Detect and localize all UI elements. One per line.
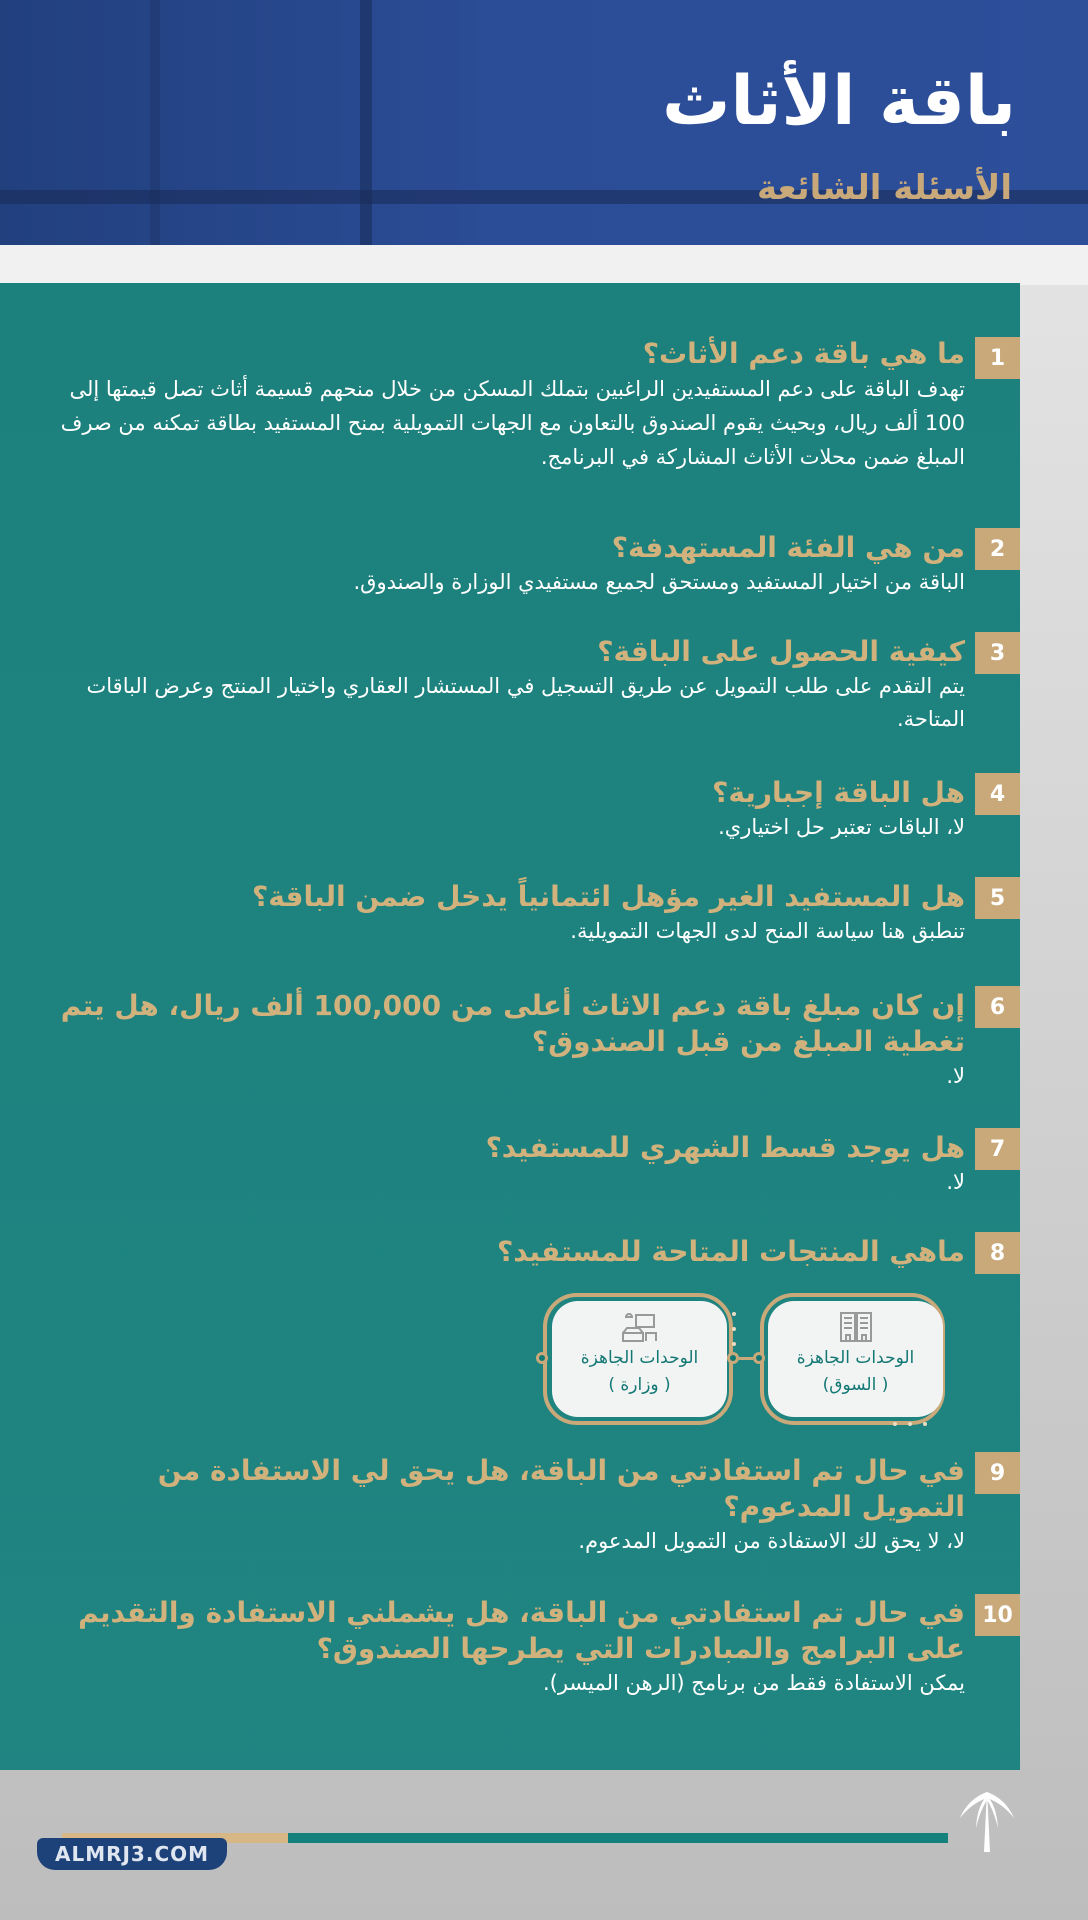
faq-item [45,988,965,1093]
product-label: الوحدات الجاهزة [796,1348,915,1368]
product-sublabel: ( السوق) [822,1375,889,1395]
faq-answer: تهدف الباقة على دعم المستفيدين الراغبين بتملك المسكن من خلال منحهم قسيمة أثاث تصل قيمتها إلى 100 ألف ريال، وبحيث يقوم الصندوق بالتعاون مع الجهات التمويلية بمنح المستفيد بطاقة تمكنه من صرف المبلغ ضمن محلات الأثاث المشاركة في البرنامج. [60,377,965,469]
window-frame [150,0,160,245]
faq-question: في حال تم استفادتي من الباقة، هل يحق لي الاستفادة من التمويل المدعوم؟ [157,1454,965,1523]
product-sublabel: ( وزارة ) [608,1375,671,1395]
connector-knob [536,1352,548,1364]
page-title: باقة الأثاث [662,62,1016,141]
faq-question: هل الباقة إجبارية؟ [712,776,965,809]
page-subtitle: الأسئلة الشائعة [757,168,1012,208]
faq-number: 7 [975,1128,1020,1170]
faq-item [45,336,965,474]
decor-dot [893,1422,897,1426]
faq-answer: لا، لا يحق لك الاستفادة من التمويل المدعوم. [578,1529,965,1553]
faq-item [45,1130,965,1199]
faq-question: كيفية الحصول على الباقة؟ [597,635,965,668]
faq-question: في حال تم استفادتي من الباقة، هل يشملني الاستفادة والتقديم على البرامج والمبادرات التي يطرحها الصندوق؟ [78,1596,965,1665]
faq-answer: لا. [946,1170,965,1194]
faq-answer: يمكن الاستفادة فقط من برنامج (الرهن الميسر). [542,1671,965,1695]
faq-answer: تنطبق هنا سياسة المنح لدى الجهات التمويلية. [570,919,965,943]
product-card-ministry[interactable] [552,1301,727,1417]
connector-knob [753,1352,765,1364]
faq-question: هل المستفيد الغير مؤهل ائتمانياً يدخل ضمن الباقة؟ [251,880,965,913]
faq-question: من هي الفئة المستهدفة؟ [611,531,965,564]
faq-number: 10 [975,1594,1020,1636]
faq-number: 9 [975,1452,1020,1494]
decor-dot [732,1342,736,1346]
faq-number: 6 [975,986,1020,1028]
faq-item [45,879,965,948]
faq-answer: لا، الباقات تعتبر حل اختياري. [718,815,965,839]
faq-number: 1 [975,337,1020,379]
faq-item [45,634,965,736]
building-icon [839,1311,873,1343]
faq-answer: يتم التقدم على طلب التمويل عن طريق التسجيل في المستشار العقاري واختيار المنتج وعرض الباقات المتاحة. [86,674,965,731]
faq-number: 2 [975,528,1020,570]
faq-question: هل يوجد قسط الشهري للمستفيد؟ [485,1131,965,1164]
faq-answer: الباقة من اختيار المستفيد ومستحق لجميع مستفيدي الوزارة والصندوق. [353,570,965,594]
faq-number: 8 [975,1232,1020,1274]
faq-item [45,1234,965,1270]
faq-number: 3 [975,632,1020,674]
house-furniture-icon [620,1311,660,1343]
decor-dot [908,1422,912,1426]
faq-number: 5 [975,877,1020,919]
faq-question: ماهي المنتجات المتاحة للمستفيد؟ [496,1235,965,1268]
faq-item [45,530,965,599]
faq-number: 4 [975,773,1020,815]
decor-dot [923,1422,927,1426]
faq-answer: لا. [946,1064,965,1088]
divider-strip [0,245,1088,285]
palm-logo-icon [952,1788,1022,1852]
product-label: الوحدات الجاهزة [580,1348,699,1368]
site-logo[interactable]: ALMRJ3.COM [37,1838,227,1870]
faq-item [45,775,965,844]
decor-dot [732,1327,736,1331]
faq-question: ما هي باقة دعم الأثاث؟ [642,337,965,370]
footer-bar-teal [288,1833,948,1843]
decor-dot [732,1312,736,1316]
faq-item [45,1453,965,1558]
window-frame [360,0,372,245]
product-card-market[interactable] [768,1301,943,1417]
faq-item [45,1595,965,1700]
faq-question: إن كان مبلغ باقة دعم الاثاث أعلى من 100,000 ألف ريال، هل يتم تغطية المبلغ من قبل الصندوق؟ [60,989,965,1058]
connector-line [739,1357,753,1360]
connector-knob [727,1352,739,1364]
